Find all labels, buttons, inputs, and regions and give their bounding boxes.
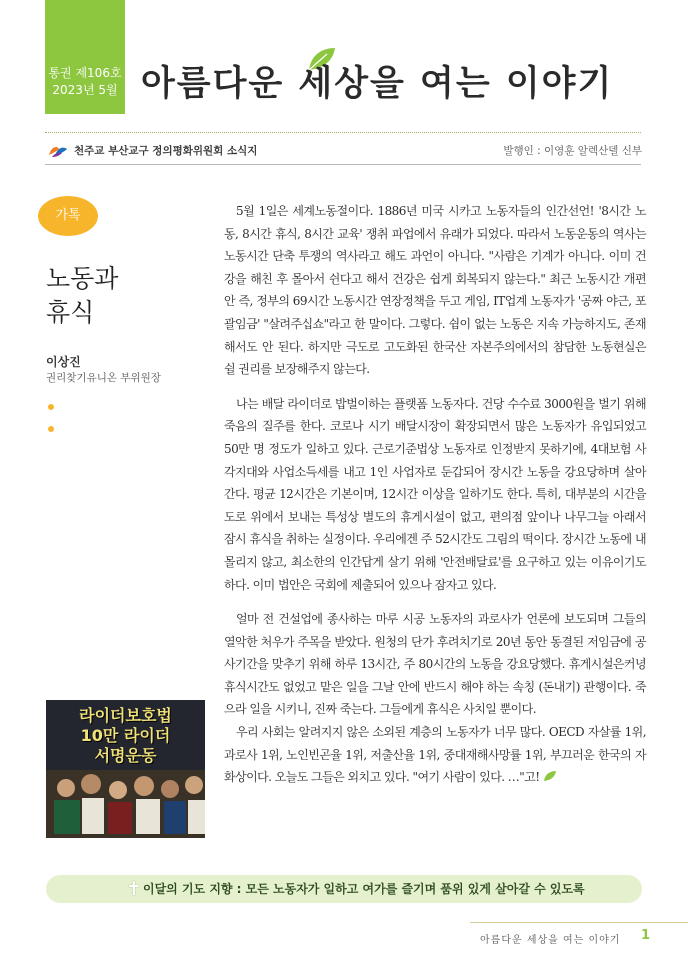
- newsletter-title: 아름다운 세상을 여는 이야기: [141, 63, 614, 104]
- header-divider: [45, 164, 641, 165]
- article-paragraph: 5월 1일은 세계노동절이다. 1886년 미국 시카고 노동자들의 인간선언! '8시간 노동, 8시간 휴식, 8시간 교육' 쟁취 파업에서 유래가 되었다. 따라서 노동운동의 역사는 노동시간 단축 투쟁의 역사라고 해도 과언이 아니다. "사람은 기계가 아니다. 이미 건강을 해친 후 몰아서 쉰다고 해서 건강은 쉽게 회복되지 않는다." 최근 노동시간 개편안 즉, 정부의 69시간 노동시간 연장정책을 두고 게임, IT업계 노동자가 '공짜 야근, 포괄임금' "살려주십쇼"라고 한 말이다. 그렇다. 쉼이 없는 노동은 지속 가능하지도, 존재해서도 안 된다. 하지만 극도로 고도화된 한국산 자본주의에서의 참담한 노동현실은 쉴 권리를 보장해주지 않는다.: [224, 204, 646, 377]
- top-divider: [45, 132, 641, 133]
- photo-caption-line1: 라이더보호법: [79, 706, 172, 725]
- organization-name: 천주교 부산교구 정의평화위원회 소식지: [74, 145, 258, 157]
- article-paragraph: 얼마 전 건설업에 종사하는 마루 시공 노동자의 과로사가 언론에 보도되며 그들의 열악한 처우가 주목을 받았다. 원청의 단가 후려치기로 20년 동안 동결된 저임금에 공사기간을 맞추기 위해 하루 13시간, 주 80시간의 노동을 강요당했다. 휴게시설은커녕 휴식시간도 없었고 맡은 일을 그날 안에 반드시 해야 하는 속칭 (돈내기) 관행이다. 죽으라 일을 시키니, 진짜 죽는다. 그들에게 휴식은 사치일 뿐이다.: [224, 612, 646, 717]
- issue-number: 통권 제106호: [48, 66, 122, 80]
- rally-photo: [46, 700, 205, 838]
- article-title-line2: 휴식: [46, 298, 95, 327]
- issue-tab: [45, 0, 125, 114]
- issue-date: 2023년 5월: [52, 83, 118, 97]
- publisher: 발행인 : 이영훈 알렉산델 신부: [503, 145, 642, 157]
- photo-caption-line2: 10만 라이더: [80, 726, 171, 745]
- bullet-dot: [48, 426, 54, 432]
- author-role: 권리찾기유니온 부위원장: [46, 372, 161, 384]
- jpcp-logo-icon: [47, 143, 69, 159]
- footer-divider: [470, 922, 688, 923]
- article-paragraph: [224, 721, 646, 789]
- author-name: 이상진: [46, 355, 81, 369]
- article-title-line1: 노동과: [46, 264, 119, 293]
- prayer-intention-text: 이달의 기도 지향 : 모든 노동자가 일하고 여가를 즐기며 품위 있게 살아갈 수 있도록: [143, 882, 585, 896]
- cross-icon: ✝: [126, 878, 142, 900]
- article-body: [224, 200, 646, 801]
- leaf-end-icon: [543, 770, 557, 782]
- article-paragraph: 나는 배달 라이더로 밥벌이하는 플랫폼 노동자다. 건당 수수료 3000원을 벌기 위해 죽음의 질주를 한다. 코로나 시기 배달시장이 확장되면서 많은 노동자가 유입되었고 50만 명 정도가 일하고 있다. 근로기준법상 노동자로 인정받지 못하기에, 4대보험 사각지대와 사업소득세를 내고 1인 사업자로 둔갑되어 장시간 노동을 강요당하며 살아간다. 평균 12시간은 기본이며, 12시간 이상을 일하기도 한다. 특히, 대부분의 시간을 도로 위에서 보내는 특성상 별도의 휴게시설이 없고, 편의점 앞이나 나무그늘 아래서 잠시 휴식을 취하는 실정이다. 우리에겐 주 52시간도 그림의 떡이다. 장시간 노동에 내몰리지 않고, 최소한의 인간답게 살기 위해 '안전배달료'를 요구하고 있는 이유이기도 하다. 이미 법안은 국회에 제출되어 있으나 잠자고 있다.: [224, 396, 646, 592]
- prayer-intention-banner: [46, 875, 642, 903]
- photo-caption-line3: 서명운동: [94, 746, 157, 765]
- category-badge: 가톡: [38, 196, 98, 236]
- article-paragraph-text: 우리 사회는 알려지지 않은 소외된 계층의 노동자가 너무 많다. OECD 자살률 1위, 과로사 1위, 노인빈곤율 1위, 저출산율 1위, 중대재해사망률 1위, 부끄러운 한국의 자화상이다. 오늘도 그들은 외치고 있다. "여기 사람이 있다. …"고!: [224, 725, 646, 785]
- footer-title: 아름다운 세상을 여는 이야기: [480, 935, 621, 946]
- page-number: 1: [641, 928, 651, 943]
- article-title: [46, 262, 118, 330]
- bullet-dot: [48, 404, 54, 410]
